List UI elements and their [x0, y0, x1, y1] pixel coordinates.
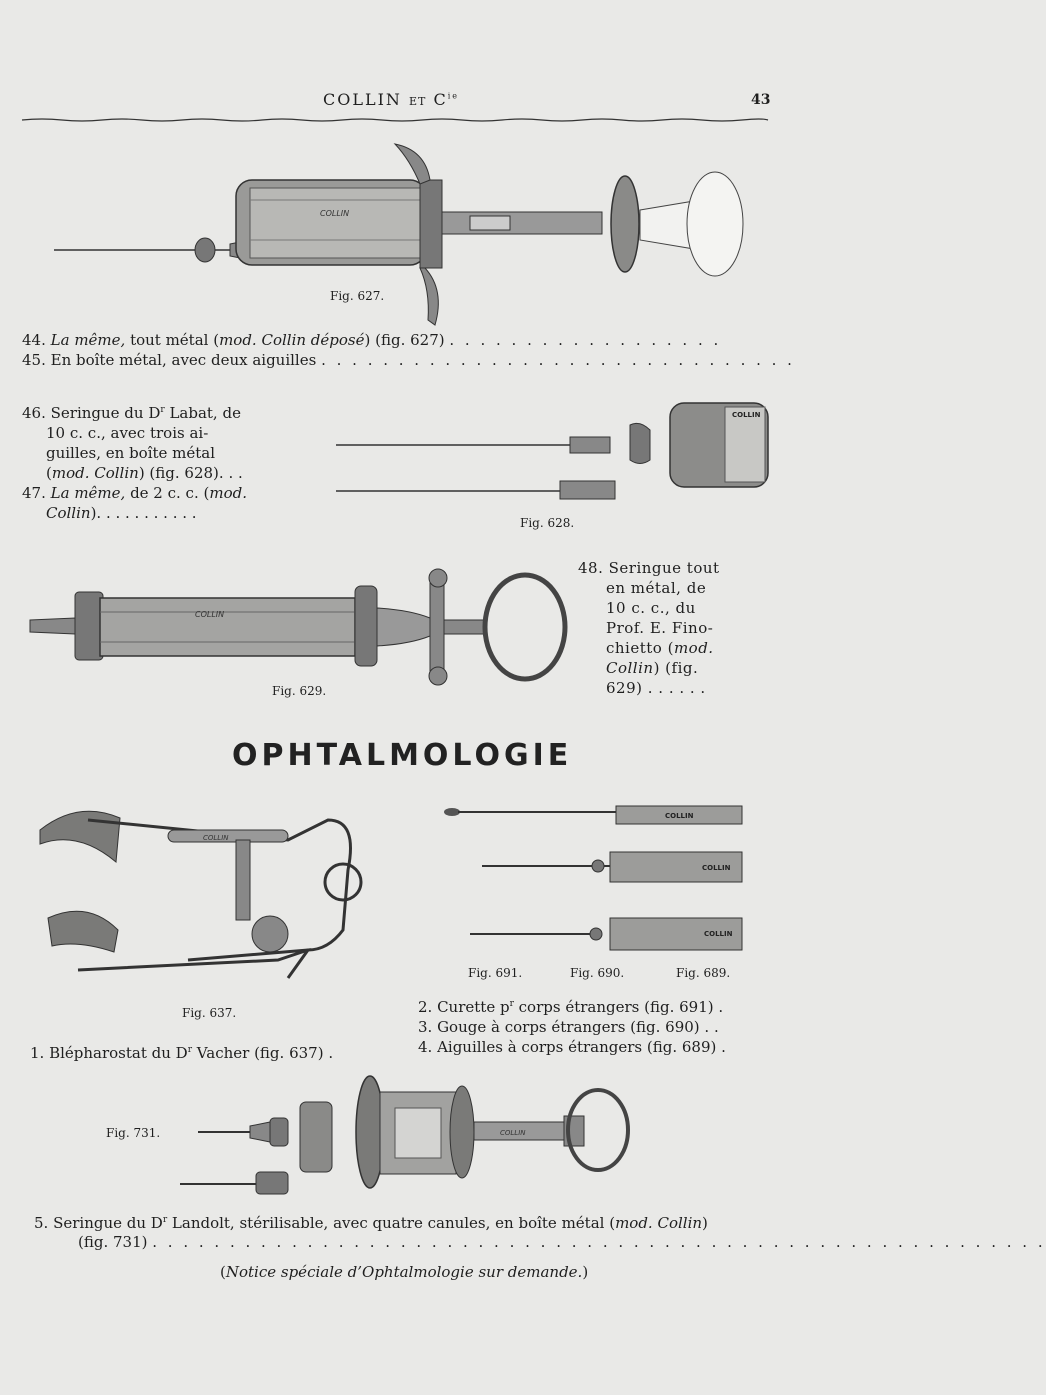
fig-691-caption: Fig. 691. [468, 966, 523, 980]
ophtalmo-entry-1: 1. Blépharostat du $D^r$ Vacher (fig. 637) . [30, 1044, 334, 1062]
entry-45 [22, 350, 795, 370]
fig-629-caption: Fig. 629. [272, 684, 327, 698]
syringe-fig627-illustration [50, 140, 750, 330]
entry-48-line7: 629) . . . . . . [606, 679, 706, 697]
fig-637-caption: Fig. 637. [182, 1006, 237, 1020]
ophtalmo-entry-5: 5. Seringue du $D^r$ Landolt, stérilisable, avec quatre canules, en boîte métal (mod. Collin) [34, 1214, 708, 1232]
entry-48 [578, 558, 738, 698]
entry-48-line6: Collin) (fig. [606, 659, 699, 677]
entry-46-47 [22, 400, 292, 523]
entry-46-line2: 10 c. c., avec trois ai- [46, 424, 209, 442]
header-rule [22, 116, 768, 120]
page-number: 43 [751, 92, 771, 108]
fig-689-caption: Fig. 689. [676, 966, 731, 980]
entry-48-line3: 10 c. c., du [606, 599, 696, 617]
entry-48-line2: en métal, de [606, 579, 707, 597]
header-cie-sup: ie [447, 91, 460, 101]
fig-690-caption: Fig. 690. [570, 966, 625, 980]
fig731-collin-mark: COLLIN [500, 1129, 526, 1137]
header-et: ET [409, 95, 427, 108]
running-header [323, 90, 459, 109]
needles-fig628-illustration [330, 395, 780, 505]
entry-44-italic: La même, [50, 331, 126, 349]
entry-44 [22, 330, 721, 350]
ophtalmo-entry-2: 2. Curette $p^r$ corps étrangers (fig. 691) . [418, 998, 724, 1016]
notice-line: (Notice spéciale d’Ophtalmologie sur demande.) [220, 1263, 589, 1281]
entry-45-leader: . . . . . . . . . . . . . . . . . . . . . . . . . . . . . . . [321, 351, 795, 369]
entry-48-line1: 48. Seringue tout [578, 559, 720, 577]
entry-47-line2: Collin). . . . . . . . . . . [46, 504, 197, 522]
entry-48-line4: Prof. E. Fino- [606, 619, 714, 637]
fig629-collin-mark: COLLIN [195, 610, 225, 619]
entry-47-line1: 47. La même, de 2 c. c. (mod. [22, 484, 247, 502]
ophtalmo-entry-3: 3. Gouge à corps étrangers (fig. 690) . . [418, 1018, 719, 1036]
entry-46-line4: (mod. Collin) (fig. 628). . . [46, 464, 243, 482]
ophtalmo-entries-2-4 [418, 994, 726, 1057]
syringe-fig629-illustration [30, 568, 575, 688]
ophtalmo-entry-5-line2: (fig. 731) . . . . . . . . . . . . . . . . . . . . . . . . . . . . . . . . . . . . . . . . . . . . . . . . . . . . . . . . . . [78, 1233, 1046, 1251]
entry-44-number: 44. [22, 331, 46, 349]
header-cie: C [433, 90, 448, 109]
fig-731-caption: Fig. 731. [106, 1126, 161, 1140]
entry-48-line5: chietto (mod. [606, 639, 714, 657]
entry-44-fig: ) (fig. 627) [364, 331, 445, 349]
syringe-collin-mark: COLLIN [320, 209, 350, 218]
needle-handle-collin-mark: COLLIN [704, 930, 733, 938]
entry-44-leader: . . . . . . . . . . . . . . . . . . [449, 331, 722, 349]
syringe-fig731-illustration [180, 1072, 635, 1202]
entry-44-model: mod. Collin déposé [219, 331, 365, 349]
instruments-fig689-691-illustration [440, 790, 750, 960]
entry-44-text: tout métal ( [125, 331, 220, 349]
fig-627-caption: Fig. 627. [330, 289, 385, 303]
header-collin: COLLIN [323, 90, 402, 109]
entry-45-text: 45. En boîte métal, avec deux aiguilles [22, 351, 317, 369]
gouge-collin-mark: COLLIN [702, 864, 731, 872]
fig-628-caption: Fig. 628. [520, 516, 575, 530]
cylinder-collin-mark: COLLIN [732, 411, 761, 419]
entry-46-line3: guilles, en boîte métal [46, 444, 216, 462]
curette-collin-mark: COLLIN [665, 812, 694, 820]
speculum-fig637-illustration [38, 800, 368, 1000]
speculum-collin-mark: COLLIN [203, 834, 229, 842]
entry-46-line1: 46. Seringue du $D^r$ Labat, de [22, 404, 241, 422]
section-title: OPHTALMOLOGIE [232, 738, 573, 773]
ophtalmo-entry-4: 4. Aiguilles à corps étrangers (fig. 689) . [418, 1038, 726, 1056]
